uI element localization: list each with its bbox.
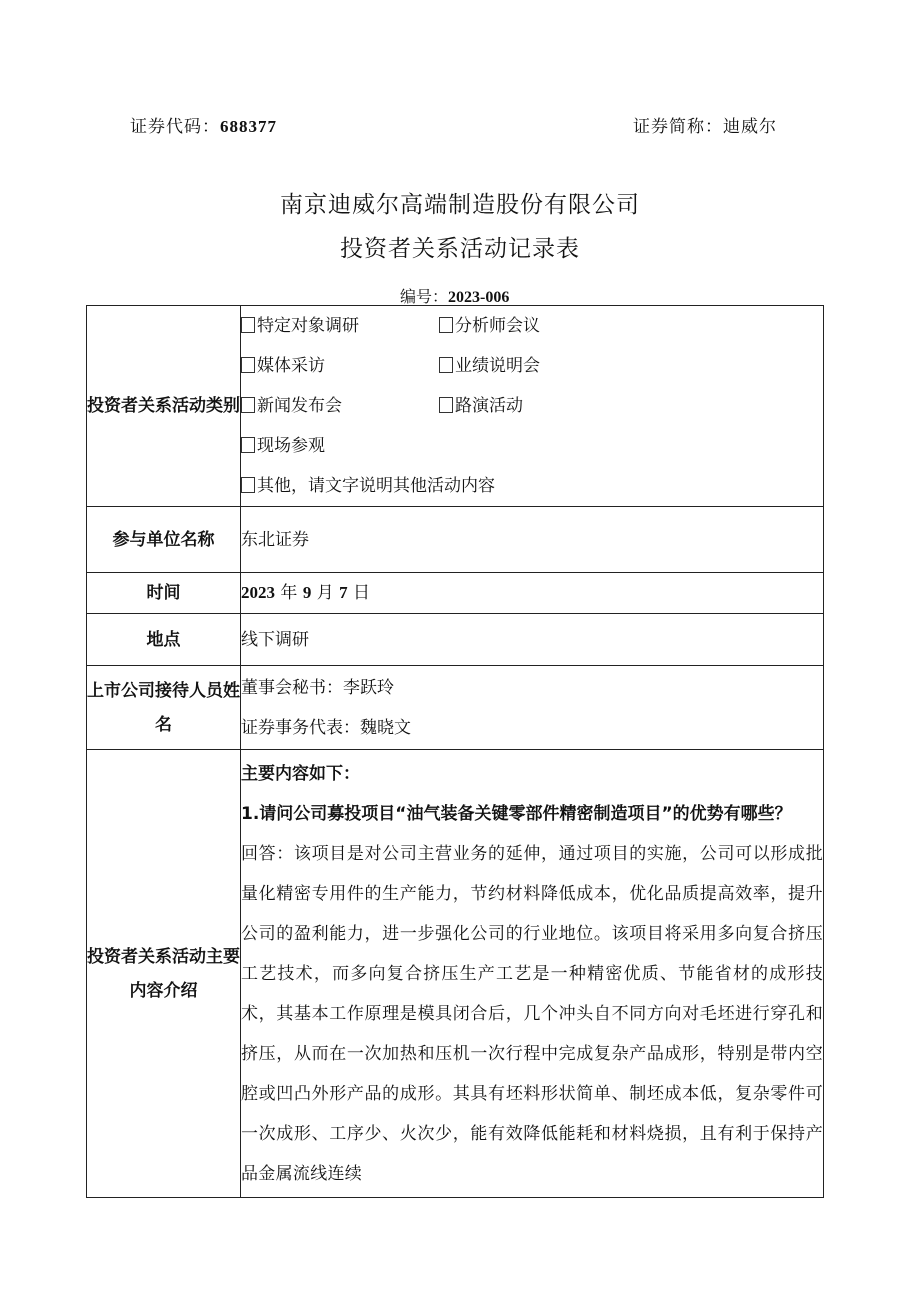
date-month: 9: [302, 583, 312, 602]
option-analyst-meeting[interactable]: [439, 306, 823, 346]
row-participants: [87, 507, 824, 573]
option-label: 特定对象调研: [257, 316, 359, 336]
content-intro: 主要内容如下：: [241, 763, 360, 784]
row-activity-type: [87, 306, 824, 507]
date-month-unit: 月: [316, 583, 334, 603]
option-label: 新闻发布会: [257, 396, 342, 416]
row-time: [87, 573, 824, 614]
date-year: 2023: [241, 583, 275, 602]
place-value: 线下调研: [241, 614, 824, 666]
date-year-unit: 年: [280, 583, 298, 603]
record-table: [86, 305, 824, 1198]
option-label: 路演活动: [455, 396, 523, 416]
place-label: 地点: [87, 614, 241, 666]
option-label: 其他，请文字说明其他活动内容: [257, 476, 495, 496]
security-abbr-value: 迪威尔: [723, 117, 777, 137]
checkbox-icon[interactable]: [241, 437, 255, 453]
option-label: 分析师会议: [455, 316, 540, 336]
row-place: [87, 614, 824, 666]
option-media-interview[interactable]: [241, 346, 439, 386]
option-site-visit[interactable]: [241, 426, 823, 466]
receptionist-secretary: 董事会秘书：李跃玲: [241, 677, 394, 698]
time-label: 时间: [87, 573, 241, 614]
checkbox-icon[interactable]: [241, 477, 255, 493]
checkbox-icon[interactable]: [439, 397, 453, 413]
participants-value: 东北证券: [241, 507, 824, 573]
activity-type-options: [241, 306, 824, 507]
receptionists-value: [241, 666, 824, 750]
row-content: [87, 750, 824, 1198]
checkbox-icon[interactable]: [241, 397, 255, 413]
security-code-value: 688377: [220, 117, 277, 136]
date-day: 7: [339, 583, 348, 602]
time-value: [241, 573, 824, 614]
row-receptionists: [87, 666, 824, 750]
answer-1: 回答：该项目是对公司主营业务的延伸，通过项目的实施，公司可以形成批量化精密专用件的生产能力，节约材料降低成本，优化品质提高效率，提升公司的盈利能力，进一步强化公司的行业地位。该项目将采用多向复合挤压工艺技术，而多向复合挤压生产工艺是一种精密优质、节能省材的成形技术，其基本工作原理是模具闭合后，几个冲头自不同方向对毛坯进行穿孔和挤压，从而在一次加热和压机一次行程中完成复杂产品成形，特别是带内空腔或凹凸外形产品的成形。其具有坯料形状简单、制坯成本低，复杂零件可一次成形、工序少、火次少，能有效降低能耗和材料烧损，且有利于保持产品金属流线连续: [241, 843, 823, 1184]
content-label: 投资者关系活动主要内容介绍: [87, 750, 241, 1198]
serial-label: 编号：: [400, 287, 449, 306]
security-code: [130, 112, 277, 137]
option-other[interactable]: [241, 466, 823, 506]
checkbox-icon[interactable]: [439, 357, 453, 373]
serial-value: 2023-006: [448, 289, 510, 306]
date-day-unit: 日: [353, 583, 371, 603]
activity-type-label: 投资者关系活动类别: [87, 306, 241, 507]
option-roadshow[interactable]: [439, 386, 823, 426]
option-label: 现场参观: [257, 436, 325, 456]
option-earnings-call[interactable]: [439, 346, 823, 386]
checkbox-icon[interactable]: [439, 317, 453, 333]
receptionist-representative: 证券事务代表：魏晓文: [241, 717, 411, 738]
security-abbr: [633, 112, 777, 137]
option-label: 媒体采访: [257, 356, 325, 376]
receptionists-label: 上市公司接待人员姓名: [87, 666, 241, 750]
question-1: 1.请问公司募投项目“油气装备关键零部件精密制造项目”的优势有哪些？: [241, 803, 792, 824]
company-title: 南京迪威尔高端制造股份有限公司: [280, 192, 640, 218]
security-code-label: 证券代码：: [130, 117, 220, 137]
security-abbr-label: 证券简称：: [633, 117, 723, 137]
option-specific-research[interactable]: [241, 306, 439, 346]
option-press-conference[interactable]: [241, 386, 439, 426]
participants-label: 参与单位名称: [87, 507, 241, 573]
document-title: 投资者关系活动记录表: [340, 236, 580, 262]
content-value: [241, 750, 824, 1198]
checkbox-icon[interactable]: [241, 317, 255, 333]
checkbox-icon[interactable]: [241, 357, 255, 373]
option-label: 业绩说明会: [455, 356, 540, 376]
serial-number: [400, 284, 509, 307]
